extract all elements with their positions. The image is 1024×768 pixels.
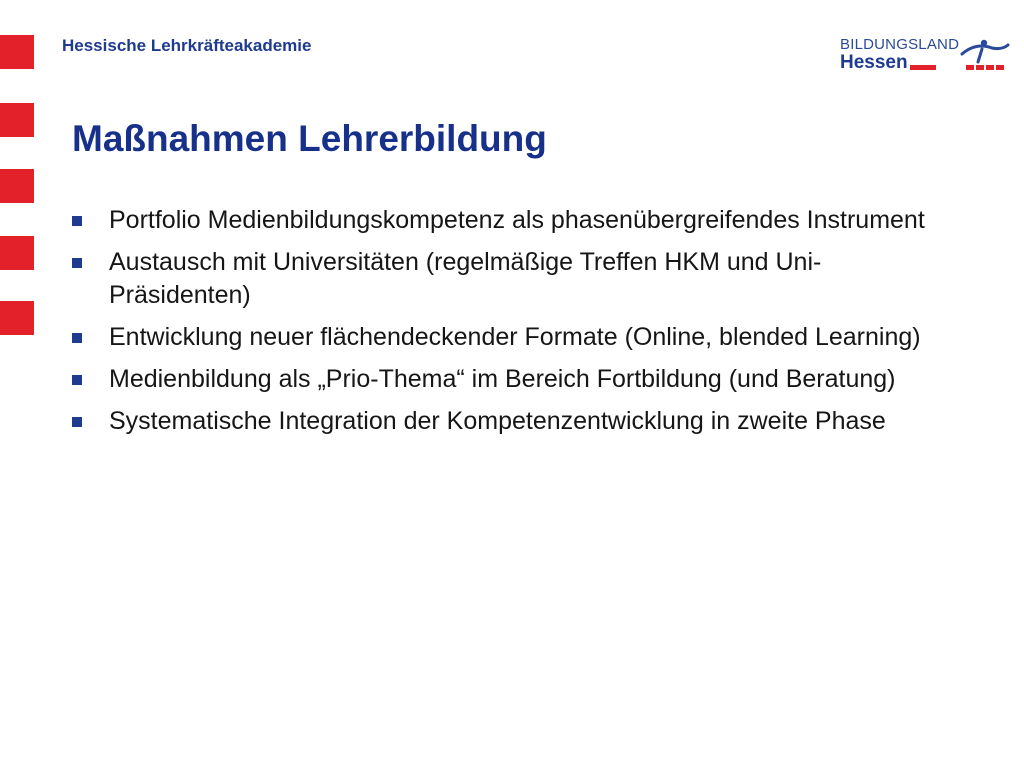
logo-line1: BILDUNGSLAND: [840, 36, 960, 53]
bullet-item: [72, 405, 952, 438]
bullet-item: [72, 246, 952, 312]
decorative-red-bar: [0, 169, 34, 203]
slide-title: Maßnahmen Lehrerbildung: [72, 118, 547, 159]
square-bullet-icon: [72, 258, 82, 268]
decorative-red-bar: [0, 301, 34, 335]
bullet-item: [72, 321, 952, 354]
decorative-red-bar: [0, 236, 34, 270]
bullet-item: [72, 204, 952, 237]
organization-name: Hessische Lehrkräfteakademie: [62, 36, 312, 55]
bullet-list: [72, 204, 952, 447]
bullet-text: Entwicklung neuer flächendeckender Formate (Online, blended Learning): [109, 323, 921, 351]
decorative-red-bar: [0, 35, 34, 69]
bullet-text: Portfolio Medienbildungskompetenz als phasenübergreifendes Instrument: [109, 206, 925, 234]
runner-figure-icon: [910, 36, 1010, 76]
bullet-item: [72, 363, 952, 396]
square-bullet-icon: [72, 417, 82, 427]
bullet-text: Medienbildung als „Prio-Thema“ im Bereich Fortbildung (und Beratung): [109, 365, 896, 393]
decorative-red-bar: [0, 103, 34, 137]
bildungsland-hessen-logo: [840, 36, 1010, 76]
bullet-text: Austausch mit Universitäten (regelmäßige Treffen HKM und Uni-Präsidenten): [109, 248, 822, 309]
square-bullet-icon: [72, 216, 82, 226]
logo-line2: Hessen: [840, 52, 908, 73]
square-bullet-icon: [72, 375, 82, 385]
square-bullet-icon: [72, 333, 82, 343]
bullet-text: Systematische Integration der Kompetenzentwicklung in zweite Phase: [109, 407, 886, 435]
